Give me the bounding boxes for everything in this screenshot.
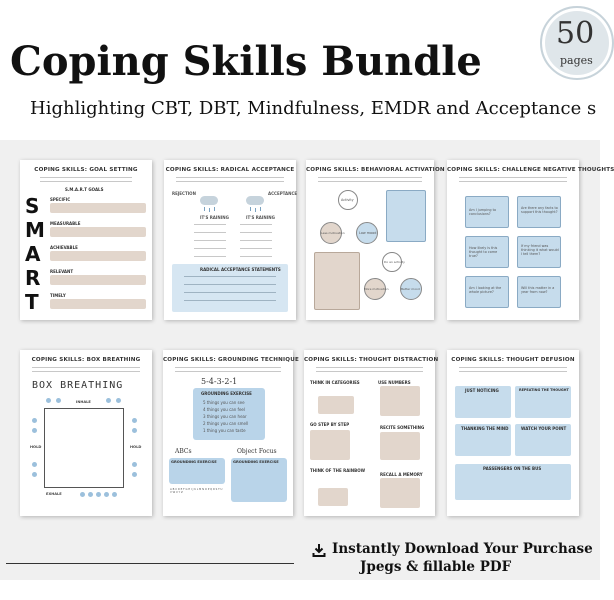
breathing-square bbox=[44, 408, 124, 488]
worksheet-thought-distraction bbox=[304, 350, 439, 516]
worksheet-radical-acceptance bbox=[164, 160, 296, 320]
node-label: Activity bbox=[341, 198, 354, 202]
section-label: WATCH YOUR POINT bbox=[521, 426, 567, 431]
abc-label: ABCs bbox=[175, 448, 192, 455]
section-label: THINK OF THE RAINBOW bbox=[310, 468, 366, 473]
section-label: USE NUMBERS bbox=[378, 380, 411, 385]
rejection-label: REJECTION bbox=[172, 191, 196, 196]
worksheet-title: COPING SKILLS: GROUNDING TECHNIQUE bbox=[163, 357, 299, 363]
hold-label: HOLD bbox=[30, 445, 42, 449]
question-card: If my friend was thinking it what would I tell them? bbox=[521, 244, 559, 256]
node-label: Low mood bbox=[359, 231, 377, 235]
smart-letter-a: A bbox=[25, 242, 41, 266]
section-label: PASSENGERS ON THE BUS bbox=[483, 466, 542, 471]
worksheet-challenge-thoughts bbox=[447, 160, 614, 320]
smart-header: S.M.A.R.T GOALS bbox=[65, 187, 104, 192]
page-count-number: 50 bbox=[556, 16, 595, 51]
question-card: Are there any facts to support this thought? bbox=[521, 206, 558, 214]
page-count-label: pages bbox=[560, 54, 593, 67]
section-label: GO STEP BY STEP bbox=[310, 422, 350, 427]
product-subtitle: Highlighting CBT, DBT, Mindfulness, EMDR and Acceptance s bbox=[30, 98, 597, 119]
hold-label: HOLD bbox=[130, 445, 142, 449]
preview-band bbox=[0, 140, 614, 580]
smart-label: ACHIEVABLE bbox=[50, 245, 78, 250]
worksheet-title: COPING SKILLS: THOUGHT DEFUSION bbox=[451, 357, 575, 363]
section-label: REPEATING THE THOUGHT bbox=[519, 388, 569, 392]
worksheet-grounding bbox=[163, 350, 299, 516]
worksheet-title: COPING SKILLS: BOX BREATHING bbox=[31, 357, 141, 363]
node-label: More motivation bbox=[364, 287, 389, 291]
worksheet-title: COPING SKILLS: BEHAVIORAL ACTIVATION bbox=[306, 167, 445, 173]
section-label: RECALL A MEMORY bbox=[380, 472, 423, 477]
question-card: Am I jumping to conclusions? bbox=[469, 208, 497, 216]
smart-letter-m: M bbox=[25, 218, 45, 242]
question-card: Will this matter in a year from now? bbox=[521, 286, 555, 294]
smart-letter-t: T bbox=[25, 290, 39, 314]
smart-letter-s: S bbox=[25, 194, 40, 218]
object-focus-label: Object Focus bbox=[237, 448, 277, 455]
product-title: Coping Skills Bundle bbox=[10, 38, 482, 85]
rain-cloud-icon bbox=[246, 196, 264, 205]
question-card: Am I looking at the whole picture? bbox=[469, 286, 502, 294]
worksheet-goal-setting bbox=[20, 160, 152, 320]
exercise-item: 3 things you can hear bbox=[203, 414, 247, 419]
exercise-item: 5 things you can see bbox=[203, 400, 245, 405]
worksheet-title: COPING SKILLS: CHALLENGE NEGATIVE THOUGHTS bbox=[447, 167, 614, 173]
page-count-badge bbox=[540, 6, 614, 80]
exercise-title: GROUNDING EXERCISE bbox=[201, 391, 252, 396]
node-label: Do an activity bbox=[384, 260, 405, 264]
section-label: JUST NOTICING bbox=[465, 388, 499, 393]
worksheet-thought-defusion bbox=[447, 350, 579, 516]
divider-line bbox=[6, 563, 294, 564]
worksheet-title: COPING SKILLS: RADICAL ACCEPTANCE bbox=[165, 167, 295, 173]
download-icon bbox=[312, 543, 326, 557]
download-text: Instantly Download Your Purchase bbox=[332, 541, 593, 557]
section-label: THANKING THE MIND bbox=[461, 426, 509, 431]
smart-label: TIMELY bbox=[50, 293, 66, 298]
section-label: RECITE SOMETHING bbox=[380, 425, 425, 430]
file-formats-text: Jpegs & fillable PDF bbox=[360, 559, 512, 575]
exercise-item: 1 thing you can taste bbox=[203, 428, 246, 433]
statements-header: RADICAL ACCEPTANCE STATEMENTS bbox=[200, 267, 281, 272]
smart-label: SPECIFIC bbox=[50, 197, 71, 202]
worksheet-title: COPING SKILLS: THOUGHT DISTRACTION bbox=[304, 357, 439, 363]
worksheet-title: COPING SKILLS: GOAL SETTING bbox=[34, 167, 138, 173]
node-label: Less motivation bbox=[321, 231, 345, 235]
rain-cloud-icon bbox=[200, 196, 218, 205]
exercise-title: GROUNDING EXERCISE bbox=[233, 460, 279, 464]
node-label: Better mood bbox=[401, 287, 420, 291]
box-breathing-title: BOX BREATHING bbox=[32, 380, 124, 391]
inhale-label: INHALE bbox=[76, 400, 91, 404]
smart-label: RELEVANT bbox=[50, 269, 74, 274]
exhale-label: EXHALE bbox=[46, 492, 62, 496]
smart-letter-r: R bbox=[25, 266, 41, 290]
alphabet-row: A B C D E F G H I J K L M N O P Q R S T U V W X Y Z bbox=[170, 488, 223, 494]
worksheet-behavioral-activation bbox=[306, 160, 445, 320]
section-label: THINK IN CATEGORIES bbox=[310, 380, 360, 385]
exercise-title: GROUNDING EXERCISE bbox=[171, 460, 217, 464]
grounding-54321: 5-4-3-2-1 bbox=[201, 377, 238, 386]
acceptance-label: ACCEPTANCE bbox=[268, 191, 298, 196]
worksheet-box-breathing bbox=[20, 350, 152, 516]
rain-text-right: IT'S RAINING bbox=[246, 215, 275, 220]
exercise-item: 2 things you can smell bbox=[203, 421, 249, 426]
exercise-item: 4 things you can feel bbox=[203, 407, 245, 412]
question-card: How likely is this thought to come true? bbox=[469, 246, 498, 258]
smart-label: MEASURABLE bbox=[50, 221, 81, 226]
rain-text-left: IT'S RAINING bbox=[200, 215, 229, 220]
